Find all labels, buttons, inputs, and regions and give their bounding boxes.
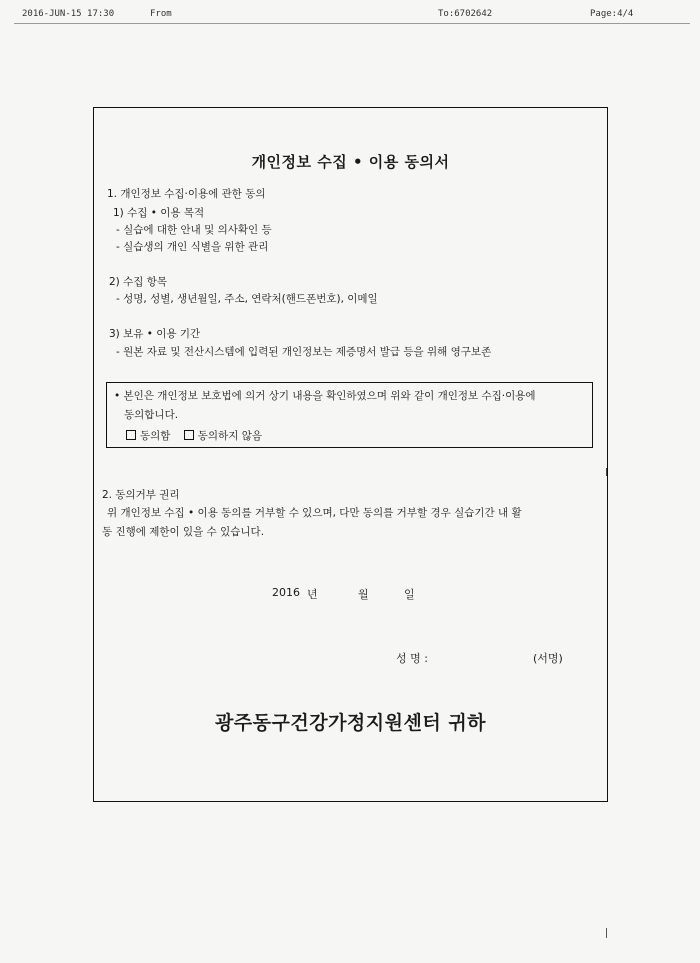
consent-options <box>126 428 272 443</box>
consent-statement-line2: 동의합니다. <box>124 409 179 421</box>
date-month-unit: 월 <box>358 588 369 601</box>
signature-label: (서명) <box>533 652 563 665</box>
disagree-checkbox[interactable] <box>184 430 194 440</box>
date-year: 2016 <box>272 586 300 599</box>
addressee: 광주동구건강가정지원센터 귀하 <box>214 712 487 734</box>
fax-page: Page:4/4 <box>590 9 634 19</box>
purpose-item-1: - 실습에 대한 안내 및 의사확인 등 <box>116 224 272 236</box>
section1-heading: 1. 개인정보 수집·이용에 관한 동의 <box>107 188 266 200</box>
date-year-unit: 년 <box>307 588 318 601</box>
form-title: 개인정보 수집 • 이용 동의서 <box>251 153 450 171</box>
fax-to: To:6702642 <box>438 9 493 19</box>
purpose-item-2: - 실습생의 개인 식별을 위한 관리 <box>116 241 269 253</box>
purpose-heading: 1) 수집 • 이용 목적 <box>113 207 205 219</box>
disagree-label: 동의하지 않음 <box>197 430 262 442</box>
fax-datetime: 2016-JUN-15 17:30 <box>22 9 115 19</box>
retention-heading: 3) 보유 • 이용 기간 <box>109 328 201 340</box>
section2-heading: 2. 동의거부 권리 <box>102 489 180 501</box>
margin-tick <box>606 468 607 476</box>
refusal-text-line1: 위 개인정보 수집 • 이용 동의를 거부할 수 있으며, 다만 동의를 거부할 경우 실습기간 내 활 <box>107 507 522 519</box>
fax-from: From <box>150 9 172 19</box>
retention-item: - 원본 자료 및 전산시스템에 입력된 개인정보는 제증명서 발급 등을 위해 영구보존 <box>116 346 492 358</box>
header-divider <box>14 23 690 24</box>
agree-label: 동의함 <box>140 430 171 442</box>
refusal-text-line2: 동 진행에 제한이 있을 수 있습니다. <box>102 526 265 538</box>
scan-margin-mark <box>606 928 607 938</box>
date-day-unit: 일 <box>404 588 415 601</box>
collected-items-list: - 성명, 성별, 생년월일, 주소, 연락처(핸드폰번호), 이메일 <box>116 293 378 305</box>
consent-statement-line1: • 본인은 개인정보 보호법에 의거 상기 내용을 확인하였으며 위와 같이 개인정보 수집·이용에 <box>114 390 536 402</box>
name-label: 성 명 : <box>396 652 428 665</box>
collected-items-heading: 2) 수집 항목 <box>109 276 168 288</box>
agree-checkbox[interactable] <box>126 430 136 440</box>
